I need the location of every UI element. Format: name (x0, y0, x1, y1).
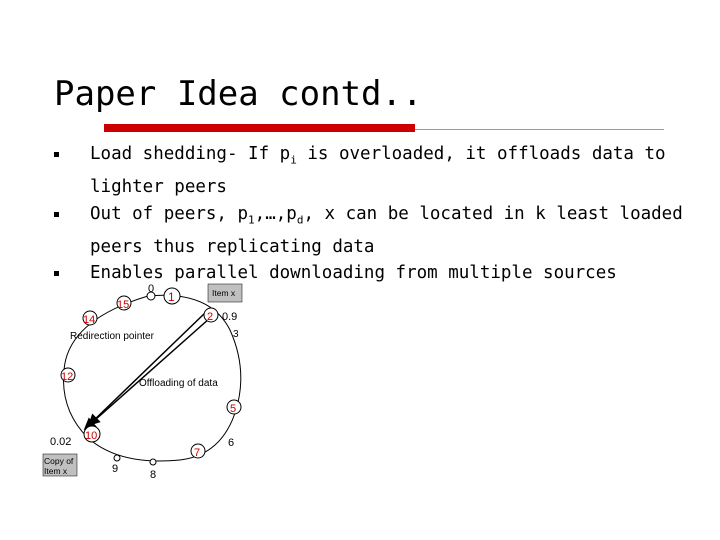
copy-of-item-x-box (43, 454, 77, 476)
node-10 (84, 426, 100, 442)
node-2 (204, 308, 218, 323)
svg-text:0: 0 (148, 283, 155, 295)
node-8 (150, 459, 156, 481)
offloading-label: Offloading of data (139, 378, 218, 389)
bullet-load-shedding: Load shedding- If $p_i$ is overloaded, it offloads data to lighter peers (54, 141, 694, 201)
svg-text:12: 12 (61, 371, 74, 383)
redirection-pointer-label: Redirection pointer (70, 331, 154, 342)
node-5 (227, 400, 241, 415)
svg-text:10: 10 (85, 430, 98, 442)
offloading-arrow (90, 312, 206, 424)
load-value-0-02: 0.02 (50, 436, 72, 448)
node-15 (117, 296, 131, 311)
svg-text:9: 9 (112, 463, 119, 475)
svg-text:15: 15 (117, 299, 130, 311)
load-value-3: 3 (233, 329, 239, 340)
svg-text:7: 7 (194, 447, 201, 459)
bullet-out-of-peers: Out of peers, $p_1,\dots,p_d$, x can be located in k least loaded peers thus replicating data (54, 201, 694, 261)
svg-text:14: 14 (83, 314, 96, 326)
item-x-box (208, 284, 242, 302)
node-12 (61, 368, 75, 383)
svg-text:6: 6 (228, 437, 235, 449)
node-14 (83, 311, 97, 326)
node-0 (147, 283, 155, 300)
svg-text:Copy of: Copy of (44, 456, 74, 466)
node-9 (112, 455, 120, 475)
load-value-0-9: 0.9 (222, 311, 238, 323)
node-6 (228, 437, 234, 449)
svg-text:1: 1 (168, 290, 175, 304)
node-1 (164, 288, 180, 304)
svg-text:5: 5 (230, 403, 237, 415)
node-7 (191, 444, 205, 459)
slide-title: Paper Idea contd.. (54, 74, 423, 114)
svg-text:Item x: Item x (44, 466, 68, 476)
svg-text:2: 2 (207, 311, 214, 323)
svg-text:Item x: Item x (212, 288, 236, 298)
bullet-parallel-download: Enables parallel downloading from multiple sources (54, 260, 694, 287)
svg-text:8: 8 (150, 469, 157, 481)
